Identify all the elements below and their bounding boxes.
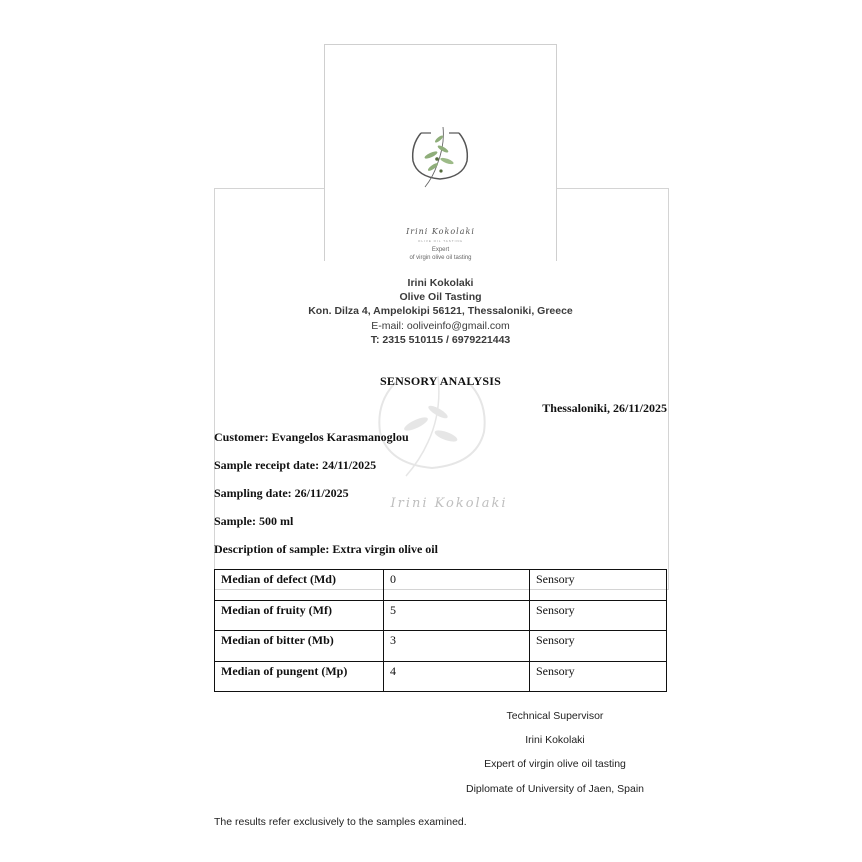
footer-note: The results refer exclusively to the samples examined. [214, 816, 467, 828]
letterhead-company: Olive Oil Tasting [399, 291, 482, 304]
logo-name: Irini Kokolaki [406, 227, 475, 236]
receipt-date-field: Sample receipt date: 24/11/2025 [214, 458, 377, 472]
signature-name: Irini Kokolaki [525, 734, 585, 746]
sample-field: Sample: 500 ml [214, 514, 294, 528]
parameter-cell: Median of defect (Md) [215, 570, 384, 601]
signature-role: Technical Supervisor [506, 710, 604, 722]
sampling-date-field: Sampling date: 26/11/2025 [214, 486, 349, 500]
table-row [215, 600, 667, 631]
value-cell: 3 [384, 631, 530, 662]
letterhead-address: Kon. Dilza 4, Ampelokipi 56121, Thessaloniki, Greece [308, 305, 573, 318]
table-row [215, 631, 667, 662]
logo-subtitle: OLIVE OIL TASTING [418, 239, 463, 243]
method-cell: Sensory [530, 631, 667, 662]
method-cell: Sensory [530, 570, 667, 601]
letterhead-phone: T: 2315 510115 / 6979221443 [370, 333, 511, 346]
value-cell: 5 [384, 600, 530, 631]
parameter-cell: Median of pungent (Mp) [215, 661, 384, 692]
watermark-name: Irini Kokolaki [390, 496, 508, 511]
table-row [215, 570, 667, 601]
report-title: SENSORY ANALYSIS [380, 374, 501, 388]
description-field: Description of sample: Extra virgin olive oil [214, 542, 438, 556]
table-row [215, 661, 667, 692]
results-table [214, 569, 667, 692]
method-cell: Sensory [530, 661, 667, 692]
customer-field: Customer: Evangelos Karasmanoglou [214, 430, 409, 444]
signature-title: Expert of virgin olive oil tasting [484, 758, 626, 770]
olive-glass-logo-icon [409, 125, 471, 221]
value-cell: 0 [384, 570, 530, 601]
value-cell: 4 [384, 661, 530, 692]
method-cell: Sensory [530, 600, 667, 631]
letterhead-name: Irini Kokolaki [407, 277, 474, 289]
logo-tagline-line2: of virgin olive oil tasting [409, 255, 472, 261]
signature-diploma: Diplomate of University of Jaen, Spain [465, 783, 644, 795]
letterhead [214, 276, 667, 347]
place-date: Thessaloniki, 26/11/2025 [542, 401, 667, 415]
parameter-cell: Median of fruity (Mf) [215, 600, 384, 631]
letterhead-email: E-mail: ooliveinfo@gmail.com [371, 319, 510, 332]
logo-tagline-line1: Expert [431, 247, 450, 253]
logo-card [324, 44, 557, 261]
parameter-cell: Median of bitter (Mb) [215, 631, 384, 662]
